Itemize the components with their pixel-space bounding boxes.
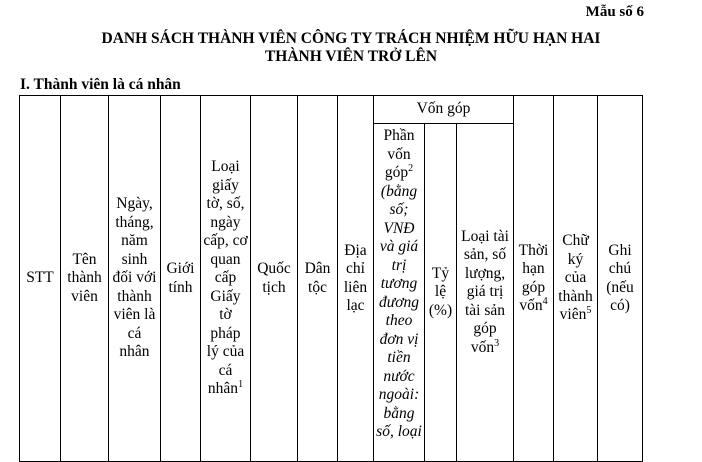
col-header-name: Tên thành viên bbox=[61, 96, 109, 462]
member-table bbox=[19, 95, 643, 462]
col-header-stt: STT bbox=[20, 96, 61, 462]
col-header-notes: Ghi chú (nếu có) bbox=[598, 96, 643, 462]
col-header-signature: Chữ ký của thành viên$^5$ bbox=[554, 96, 598, 462]
group-header-capital: Vốn góp bbox=[374, 96, 514, 124]
col-header-address: Địa chỉ liên lạc bbox=[338, 96, 374, 462]
capital-share-detail: (bằng số; VNĐ và giá trị tương đương theo đơn vị tiền nước ngoài: bằng số, loại bbox=[376, 182, 422, 440]
col-header-gender: Giới tính bbox=[161, 96, 201, 462]
col-header-dob: Ngày, tháng, năm sinh đối với thành viên là cá nhân bbox=[109, 96, 161, 462]
col-header-ratio: Tỷ lệ (%) bbox=[425, 124, 457, 462]
title-line-2: THÀNH VIÊN TRỞ LÊN bbox=[264, 48, 438, 65]
section-heading: I. Thành viên là cá nhân bbox=[20, 76, 181, 93]
col-header-term: Thời hạn góp vốn$^4$ bbox=[514, 96, 554, 462]
document-title bbox=[0, 30, 702, 66]
form-number: Mẫu số 6 bbox=[585, 4, 644, 20]
col-header-ethnicity: Dân tộc bbox=[298, 96, 338, 462]
title-line-1: DANH SÁCH THÀNH VIÊN CÔNG TY TRÁCH NHIỆM HỮU HẠN HAI bbox=[101, 30, 601, 47]
col-header-nationality: Quốc tịch bbox=[251, 96, 298, 462]
col-header-id-document: Loại giấy tờ, số, ngày cấp, cơ quan cấp Giấy tờ pháp lý của cá nhân$^1$ bbox=[201, 96, 251, 462]
col-header-asset-type: Loại tài sản, số lượng, giá trị tài sản góp vốn$^3$ bbox=[457, 124, 514, 462]
col-header-capital-share: Phần vốn góp$^2$ (bằng số; VNĐ và giá trị tương đương theo đơn vị tiền nước ngoài: bằng số, loại bbox=[374, 124, 425, 462]
